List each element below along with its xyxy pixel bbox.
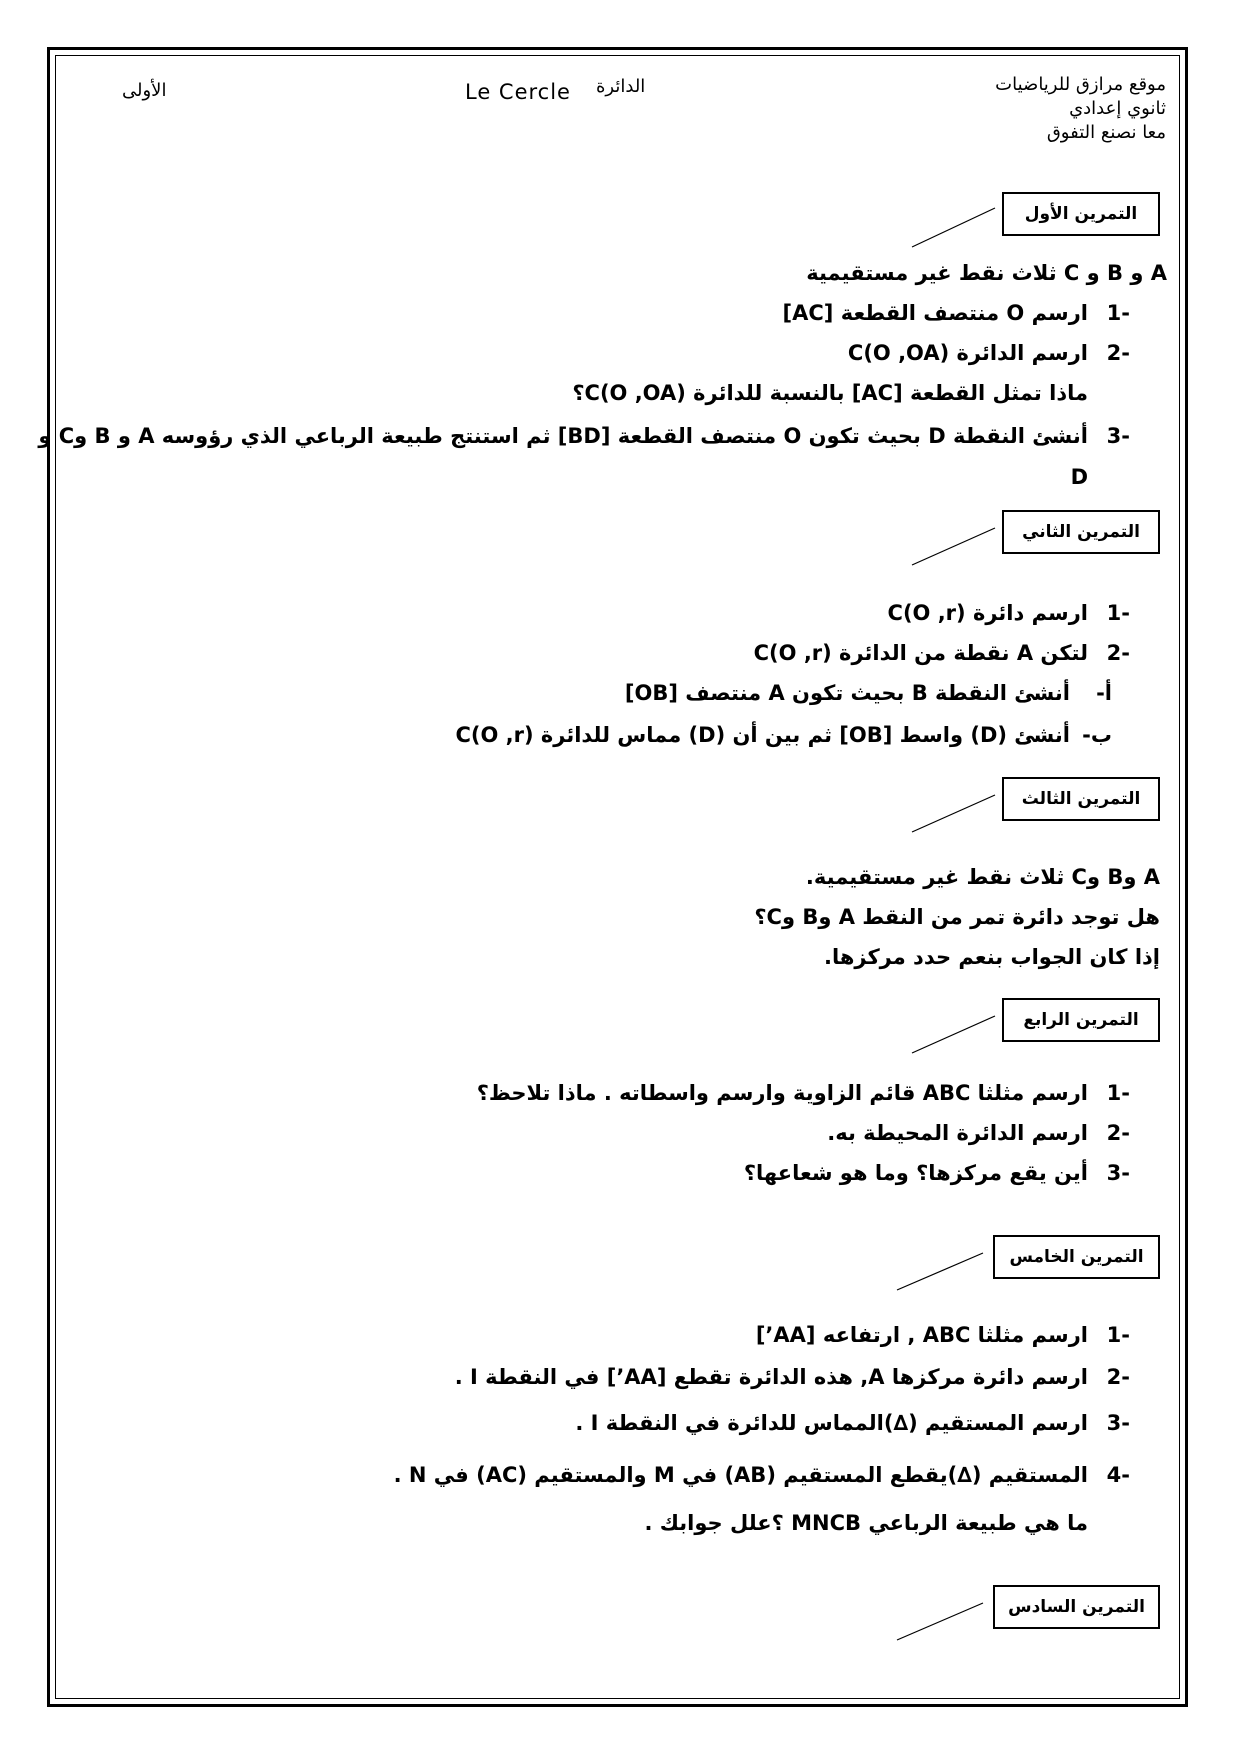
ex6-line xyxy=(897,1603,983,1640)
ex1-item-3: -3أنشئ النقطة D بحيث تكون O منتصف القطعة [BD] ثم استنتج طبيعة الرباعي الذي رؤوسه A و B وC و xyxy=(38,424,1130,448)
ex5-item-2: -2ارسم دائرة مركزها A, هذه الدائرة تقطع [AA’] في النقطة I . xyxy=(454,1365,1130,1389)
ex3-line xyxy=(912,795,995,832)
grade-label: الأولى xyxy=(122,80,167,101)
ex4-item-3: -3أين يقع مركزها؟ وما هو شعاعها؟ xyxy=(743,1161,1130,1185)
ex3-line-1: A وB وC ثلاث نقط غير مستقيمية. xyxy=(805,865,1160,889)
site-name: موقع مرازق للرياضيات xyxy=(995,74,1166,95)
exercise-6-title: التمرين السادس xyxy=(993,1585,1160,1629)
ex1-item-1: -1ارسم O منتصف القطعة [AC] xyxy=(782,301,1130,325)
ex2-line xyxy=(912,528,995,565)
exercise-5-title: التمرين الخامس xyxy=(993,1235,1160,1279)
ex2-item-b: ب-أنشئ (D) واسط [OB] ثم بين أن (D) مماس للدائرة C(O ,r) xyxy=(455,723,1112,747)
ex4-item-2: -2ارسم الدائرة المحيطة به. xyxy=(827,1121,1130,1145)
ex3-line-2: هل توجد دائرة تمر من النقط A وB وC؟ xyxy=(754,905,1160,929)
ex3-line-3: إذا كان الجواب بنعم حدد مركزها. xyxy=(823,945,1160,969)
ex5-item-1: -1ارسم مثلثا ABC , ارتفاعه [AA’] xyxy=(755,1323,1130,1347)
exercise-3-title: التمرين الثالث xyxy=(1002,777,1160,821)
ex4-line xyxy=(912,1016,995,1053)
ex1-question: ماذا تمثل القطعة [AC] بالنسبة للدائرة C(O ,OA)؟ xyxy=(572,381,1088,405)
ex2-item-1: -1ارسم دائرة C(O ,r) xyxy=(887,601,1130,625)
ex1-line xyxy=(912,208,995,247)
level-text: ثانوي إعدادي xyxy=(1069,98,1166,119)
ex2-item-a: أ-أنشئ النقطة B بحيث تكون A منتصف [OB] xyxy=(624,681,1112,705)
exercise-2-title: التمرين الثاني xyxy=(1002,510,1160,554)
lesson-title-fr: Le Cercle xyxy=(465,80,571,104)
exercise-1-title: التمرين الأول xyxy=(1002,192,1160,236)
ex5-line xyxy=(897,1253,983,1290)
motto: معا نصنع التفوق xyxy=(1046,122,1166,143)
ex5-item-3: -3ارسم المستقيم (∆)المماس للدائرة في النقطة I . xyxy=(575,1411,1130,1435)
lesson-title-ar: الدائرة xyxy=(596,76,646,97)
ex1-item-3-cont: D xyxy=(1070,465,1088,489)
ex2-item-2: -2لتكن A نقطة من الدائرة C(O ,r) xyxy=(753,641,1130,665)
ex5-question: ما هي طبيعة الرباعي MNCB ؟علل جوابك . xyxy=(644,1511,1088,1535)
exercise-4-title: التمرين الرابع xyxy=(1002,998,1160,1042)
ex5-item-4: -4المستقيم (∆)يقطع المستقيم (AB) في M والمستقيم (AC) في N . xyxy=(393,1463,1130,1487)
ex1-intro: A و B و C ثلاث نقط غير مستقيمية xyxy=(806,261,1167,285)
ex4-item-1: -1ارسم مثلثا ABC قائم الزاوية وارسم واسطاته . ماذا تلاحظ؟ xyxy=(476,1081,1130,1105)
ex1-item-2: -2ارسم الدائرة C(O ,OA) xyxy=(847,341,1130,365)
